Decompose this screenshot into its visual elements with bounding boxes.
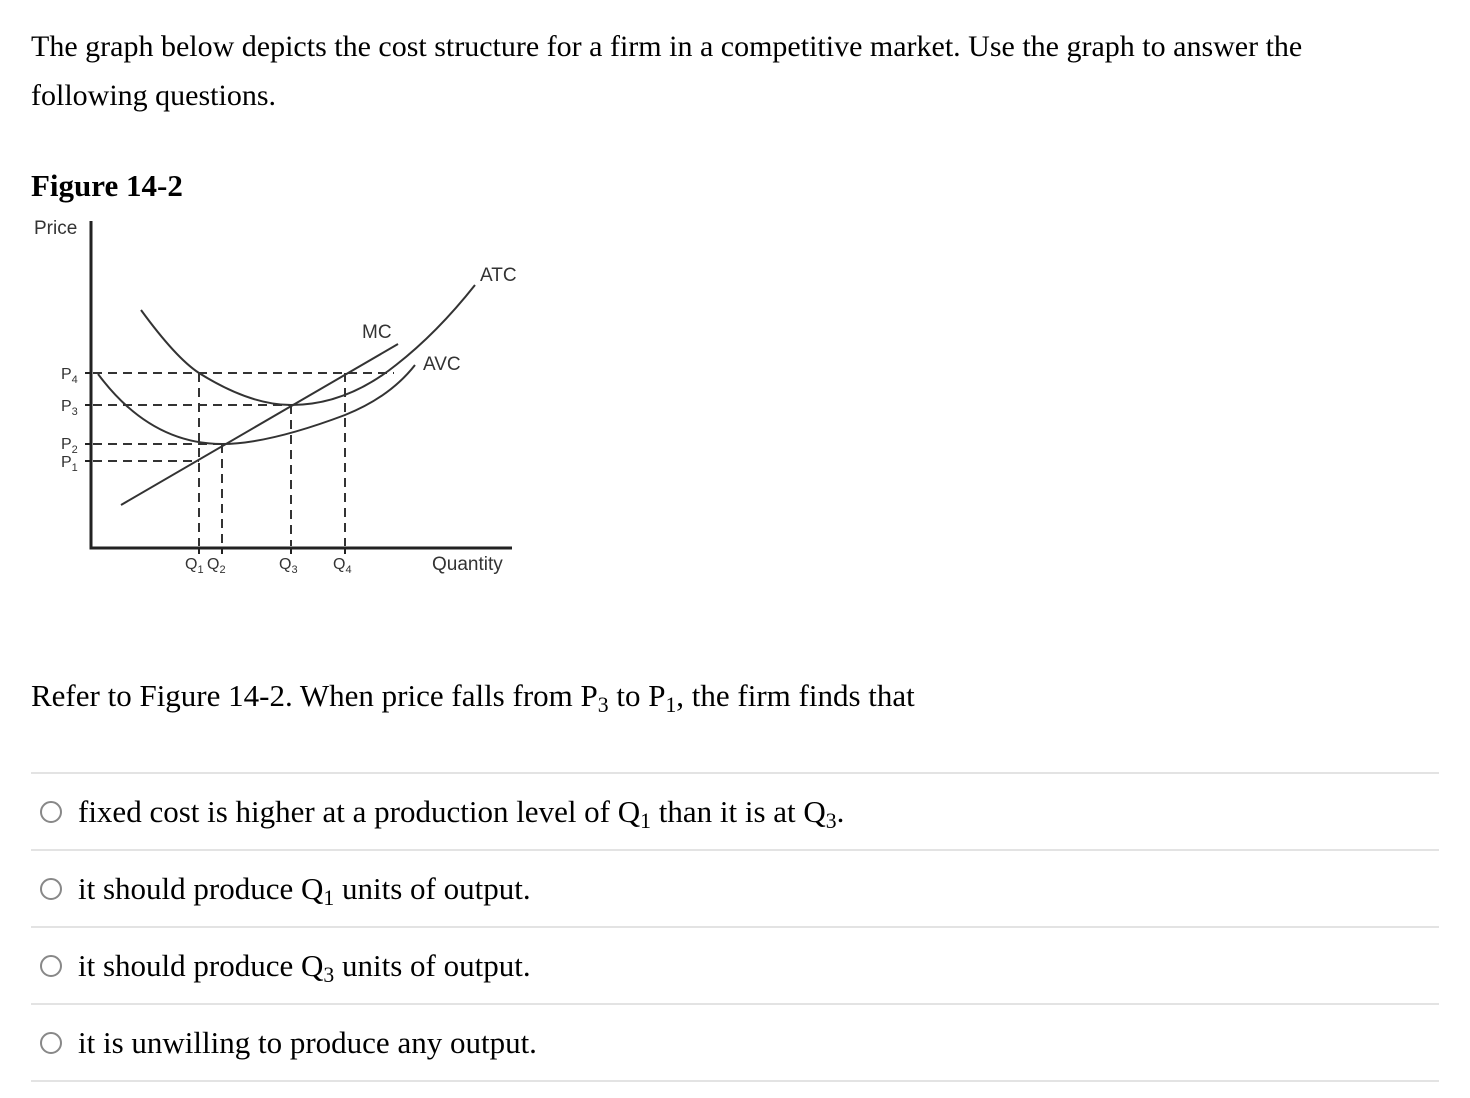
question-part-3: , the firm finds that	[676, 678, 915, 713]
answer-option-label: it is unwilling to produce any output.	[78, 1024, 537, 1060]
figure-title: Figure 14-2	[31, 168, 183, 203]
answer-option-label: fixed cost is higher at a production level of $Q_1$ than it is at $Q_3$.	[78, 793, 845, 833]
answer-option-label: it should produce $Q_1$ units of output.	[78, 870, 531, 910]
q3-label: $Q_3$	[279, 556, 298, 576]
mc-curve	[121, 344, 398, 505]
avc-label: AVC	[423, 354, 461, 375]
p4-label: $P_4$	[61, 366, 78, 386]
radio-button[interactable]	[40, 878, 62, 900]
guide-lines	[93, 373, 394, 546]
answer-option-1[interactable]	[31, 772, 1439, 849]
intro-line-2: following questions.	[31, 79, 276, 112]
intro-line-1: The graph below depicts the cost structure for a firm in a competitive market. Use the graph to answer the	[31, 30, 1303, 63]
radio-button[interactable]	[40, 801, 62, 823]
question-part-1: Refer to Figure 14-2. When price falls from P	[31, 678, 598, 713]
tick-marks	[85, 373, 345, 554]
x-axis-label: Quantity	[432, 554, 503, 575]
question-part-2: to P	[608, 678, 666, 713]
question-text	[31, 678, 915, 718]
radio-button[interactable]	[40, 955, 62, 977]
p3-label: $P_3$	[61, 398, 78, 418]
q4-label: $Q_4$	[333, 556, 352, 576]
answer-options	[31, 772, 1439, 1082]
q1-label: $Q_1$	[185, 556, 204, 576]
mc-label: MC	[362, 322, 392, 343]
atc-label: ATC	[480, 265, 517, 286]
question-sub-2: 1	[665, 693, 677, 718]
atc-curve	[141, 285, 475, 405]
answer-option-2[interactable]	[31, 849, 1439, 926]
y-axis-label: Price	[34, 218, 78, 239]
p2-label: $P_2$	[61, 436, 78, 456]
question-sub-1: 3	[597, 693, 609, 718]
avc-curve	[98, 365, 415, 444]
answer-option-4[interactable]	[31, 1003, 1439, 1082]
intro-text	[31, 22, 1431, 120]
q2-label: $Q_2$	[207, 556, 226, 576]
p1-label: $P_1$	[61, 454, 78, 474]
radio-button[interactable]	[40, 1032, 62, 1054]
answer-option-3[interactable]	[31, 926, 1439, 1003]
answer-option-label: it should produce $Q_3$ units of output.	[78, 947, 531, 987]
